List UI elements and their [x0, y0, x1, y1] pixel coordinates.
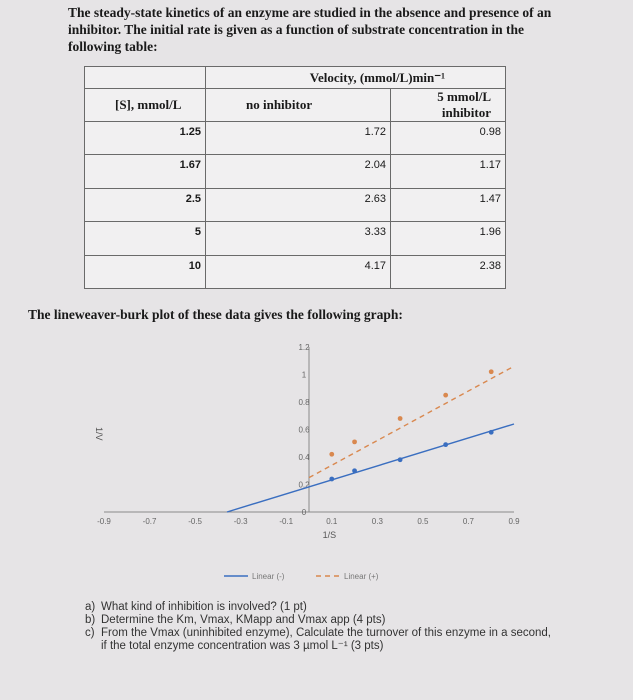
y-axis-label: 1/V	[94, 427, 104, 441]
data-points	[329, 369, 493, 481]
cell-s: 1.67	[85, 155, 206, 188]
y-tick-label: 0.2	[298, 480, 310, 490]
y-tick-label: 0	[301, 508, 307, 517]
x-tick-label: 0.9	[508, 517, 520, 526]
velocity-header: Velocity, (mmol/L)min⁻¹	[206, 67, 506, 89]
cell-no-inhibitor: 4.17	[206, 255, 391, 288]
intro-text: The steady-state kinetics of an enzyme are studied in the absence and presence of an inhibitor. The initial rate is given as a function of substrate concentration in the following table:	[68, 5, 552, 54]
cell-inhibitor: 1.96	[391, 222, 506, 255]
col-header-no-inhibitor: no inhibitor	[206, 89, 391, 122]
x-tick-label: -0.5	[188, 517, 203, 526]
x-axis-label: 1/S	[322, 530, 337, 540]
cell-no-inhibitor: 2.04	[206, 155, 391, 188]
question-a	[85, 601, 555, 614]
table-row	[85, 255, 506, 288]
cell-inhibitor: 2.38	[391, 255, 506, 288]
question-c	[85, 627, 555, 653]
col-header-s: [S], mmol/L	[85, 89, 206, 122]
x-tick-label: -0.1	[279, 517, 294, 526]
x-tick-label: 0.7	[462, 517, 475, 526]
cell-s: 1.25	[85, 122, 206, 155]
data-point	[398, 416, 403, 421]
y-tick-label: 0.4	[298, 453, 310, 462]
question-text: Determine the Km, Vmax, KMapp and Vmax app (4 pts)	[101, 614, 386, 626]
cell-s: 5	[85, 222, 206, 255]
data-point	[489, 430, 494, 435]
data-point	[352, 468, 357, 473]
data-point	[329, 452, 334, 457]
col-header-inhibitor: 5 mmol/L inhibitor	[391, 89, 506, 122]
cell-inhibitor: 1.17	[391, 155, 506, 188]
question-b	[85, 614, 555, 627]
y-tick-label: 0.8	[298, 398, 310, 407]
cell-s: 2.5	[85, 188, 206, 221]
data-point	[443, 442, 448, 447]
x-tick-label: -0.3	[233, 517, 248, 526]
x-tick-label: 0.5	[417, 517, 429, 526]
cell-inhibitor: 1.47	[391, 188, 506, 221]
cell-no-inhibitor: 1.72	[206, 122, 391, 155]
plot-intro-text: The lineweaver-burk plot of these data gives the following graph:	[28, 307, 403, 322]
data-point	[329, 477, 334, 482]
question-text: From the Vmax (uninhibited enzyme), Calculate the turnover of this enzyme in a second, if the total enzyme concentration was 3 µmol L⁻¹ (3 pts)	[101, 627, 551, 652]
fit-line	[227, 424, 514, 512]
y-tick-label: 0.6	[298, 425, 310, 435]
legend-label: Linear (-)	[252, 572, 285, 581]
table-header-blank	[85, 67, 206, 89]
question-label: c)	[85, 627, 95, 639]
cell-s: 10	[85, 255, 206, 288]
table-row	[85, 155, 506, 188]
x-tick-label: 0.3	[371, 517, 383, 526]
legend-label: Linear (+)	[344, 572, 379, 581]
x-tick-label: -0.7	[142, 517, 157, 526]
x-tick-labels	[97, 517, 520, 526]
fit-line	[309, 366, 514, 477]
data-point	[398, 457, 403, 462]
table-row	[85, 122, 506, 155]
x-tick-label: 0.1	[326, 517, 338, 526]
questions-list	[85, 601, 555, 653]
data-point	[352, 439, 357, 444]
table-row	[85, 222, 506, 255]
data-point	[489, 369, 494, 374]
y-tick-labels	[298, 343, 310, 517]
lineweaver-burk-chart	[84, 332, 524, 594]
chart-legend	[224, 572, 379, 581]
table-row	[85, 188, 506, 221]
cell-no-inhibitor: 2.63	[206, 188, 391, 221]
cell-no-inhibitor: 3.33	[206, 222, 391, 255]
y-tick-label: 1	[301, 370, 307, 380]
question-label: b)	[85, 614, 96, 626]
fit-lines	[227, 366, 514, 512]
y-tick-label: 1.2	[298, 343, 310, 352]
data-point	[443, 393, 448, 398]
question-label: a)	[85, 601, 96, 613]
cell-inhibitor: 0.98	[391, 122, 506, 155]
question-text: What kind of inhibition is involved? (1 pt)	[101, 601, 307, 613]
kinetics-table	[84, 66, 506, 289]
x-tick-label: -0.9	[97, 517, 111, 526]
